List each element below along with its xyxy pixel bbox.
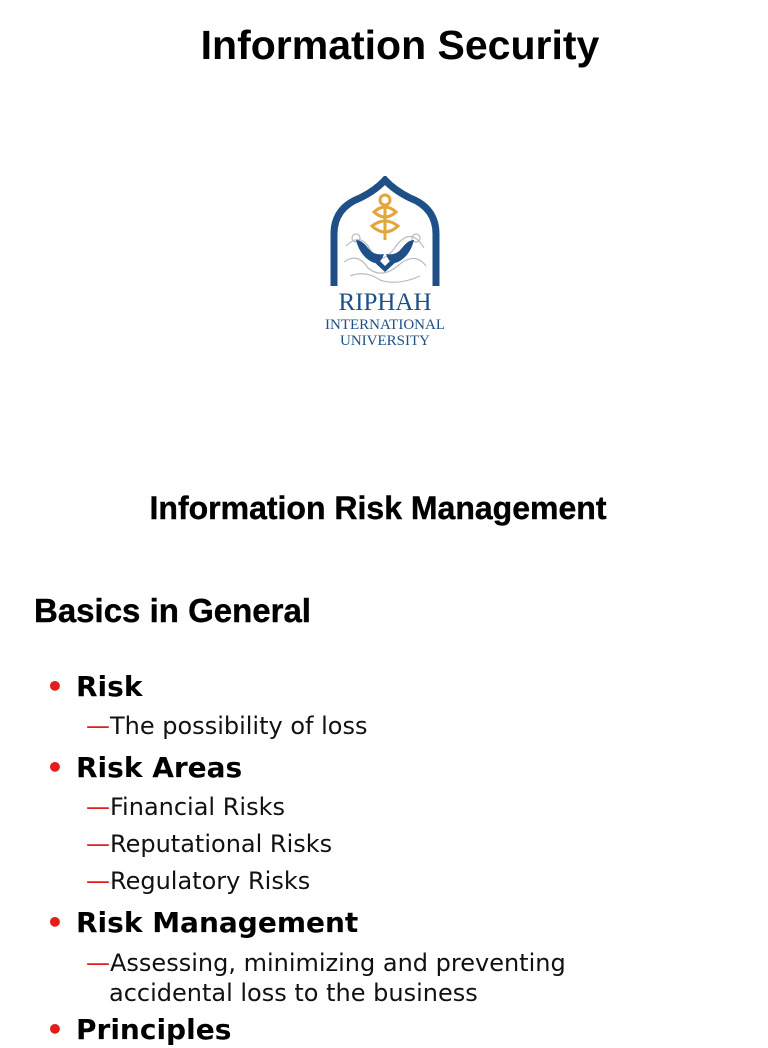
bullet-dot-icon: • <box>46 670 64 703</box>
logo-text-university: UNIVERSITY <box>340 333 430 349</box>
dash-icon: — <box>86 867 110 895</box>
page-title: Information Security <box>200 22 600 68</box>
logo-text-international: INTERNATIONAL <box>325 317 445 333</box>
dash-icon: — <box>86 712 110 740</box>
sub-item-text: The possibility of loss <box>110 712 368 740</box>
bullet-dot-icon: • <box>46 1013 64 1046</box>
bullet-risk-management <box>46 905 358 941</box>
sub-item-text: Assessing, minimizing and preventing <box>110 949 566 977</box>
sub-item <box>86 711 367 741</box>
bullet-risk <box>46 669 142 705</box>
bullet-principles <box>46 1012 231 1048</box>
bullet-dot-icon: • <box>46 751 64 784</box>
section-heading: Basics in General <box>34 592 311 629</box>
sub-item <box>86 792 285 822</box>
sub-item-continuation <box>109 978 478 1008</box>
dash-icon: — <box>86 830 110 858</box>
sub-item <box>86 829 332 859</box>
bullet-dot-icon: • <box>46 906 64 939</box>
sub-item-text: Regulatory Risks <box>110 867 311 895</box>
bullet-label: Risk <box>76 670 143 703</box>
sub-item-text: Reputational Risks <box>110 830 333 858</box>
dash-icon: — <box>86 793 110 821</box>
bullet-risk-areas <box>46 750 242 786</box>
sub-item-text: accidental loss to the business <box>109 979 478 1007</box>
sub-item <box>86 866 310 896</box>
bullet-label: Risk Areas <box>76 751 243 784</box>
bullet-label: Principles <box>76 1013 232 1046</box>
sub-item-text: Financial Risks <box>110 793 285 821</box>
sub-item <box>86 948 566 978</box>
dash-icon: — <box>86 949 110 977</box>
bullet-label: Risk Management <box>76 906 359 939</box>
slide-subtitle: Information Risk Management <box>149 490 607 526</box>
logo-text-riphah: RIPHAH <box>338 289 432 316</box>
